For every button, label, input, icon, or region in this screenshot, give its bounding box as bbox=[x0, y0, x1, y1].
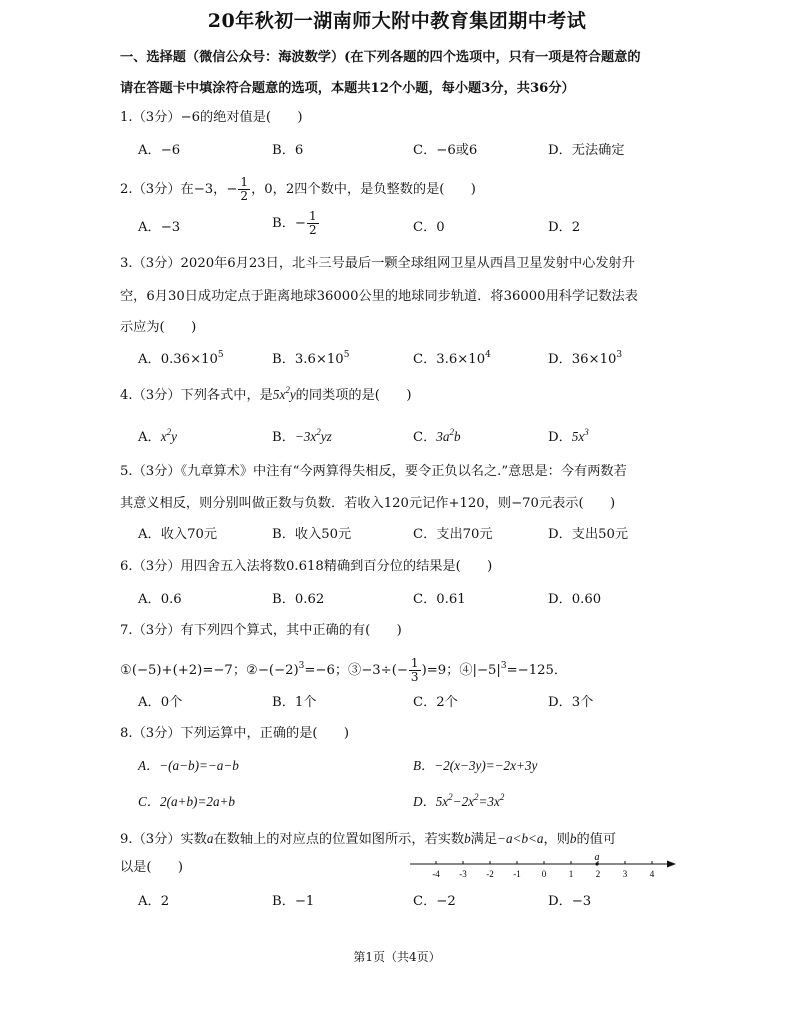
q3-option-a bbox=[138, 350, 224, 370]
q2-frac-sign: − bbox=[226, 182, 238, 197]
q4-b-label: B． bbox=[272, 430, 295, 445]
exam-title: 20年秋初一湖南师大附中教育集团期中考试 bbox=[207, 10, 587, 32]
number-line-tick-label: 0 bbox=[541, 869, 547, 879]
q7-expr-3: )=9；④|−5| bbox=[421, 663, 501, 678]
q3-b-exp: 5 bbox=[343, 350, 350, 360]
number-line-tick-label: 4 bbox=[649, 869, 655, 879]
q8-option-b: B．−2(x−3y)=−2x+3y bbox=[413, 758, 538, 773]
number-line-tick-label: -1 bbox=[513, 869, 521, 879]
q7-expr-1: ①(−5)+(+2)=−7；②−(−2) bbox=[120, 663, 299, 678]
q4-stem bbox=[120, 385, 680, 406]
q9-var-b: b bbox=[464, 831, 471, 846]
q2-stem-post: ，0，2四个数中，是负整数的是( ) bbox=[251, 182, 476, 197]
q1-option-a: A．−6 bbox=[138, 143, 181, 158]
q2-frac-den: 2 bbox=[240, 189, 249, 203]
q4-d-expr: $5x^3$ bbox=[571, 427, 589, 444]
q2-b-frac-num: 1 bbox=[308, 209, 317, 223]
q8-d-pre: D．5x bbox=[413, 794, 449, 809]
q9-text-1: 9.（3分）实数 bbox=[120, 832, 207, 847]
q2-b-frac-den: 2 bbox=[308, 223, 317, 237]
q3-b-text: B．3.6×10 bbox=[272, 352, 344, 367]
q5-option-b: B．收入50元 bbox=[272, 527, 352, 542]
q3-a-text: A．0.36×10 bbox=[138, 352, 218, 367]
number-line-tick-label: -4 bbox=[432, 869, 440, 879]
q4-option-a bbox=[138, 427, 177, 448]
q9-text-4: ，则 bbox=[543, 832, 570, 847]
q7-option-d: D．3个 bbox=[548, 695, 594, 710]
q8-d-post: =3x bbox=[478, 794, 500, 809]
number-line-tick-label: -2 bbox=[486, 869, 494, 879]
q1-option-d: D．无法确定 bbox=[548, 143, 625, 158]
q9-var-a: a bbox=[206, 831, 214, 846]
q4-stem-pre: 4.（3分）下列各式中，是 bbox=[120, 388, 273, 403]
page-footer: 第1页（共4页） bbox=[353, 950, 441, 964]
q2-fraction bbox=[238, 176, 250, 203]
q3-c-text: C．3.6×10 bbox=[413, 352, 486, 367]
q8-d-mid: −2x bbox=[452, 794, 475, 809]
q6-option-b: B．0.62 bbox=[272, 592, 325, 607]
q4-a-label: A． bbox=[138, 430, 161, 445]
q6-option-d: D．0.60 bbox=[548, 592, 602, 607]
q1-stem: 1.（3分）−6的绝对值是( ) bbox=[120, 110, 303, 125]
q4-stem-term: $5x^2y$ bbox=[272, 385, 296, 402]
q1-option-c: C．−6或6 bbox=[413, 143, 478, 158]
q9-text-5: 的值可 bbox=[576, 832, 617, 847]
q8-option-a: A．−(a−b)=−a−b bbox=[138, 758, 239, 773]
q3-option-b bbox=[272, 350, 349, 370]
q4-b-expr: $-3x^2yz$ bbox=[294, 427, 332, 444]
q2-frac-num: 1 bbox=[240, 175, 249, 189]
q6-option-a: A．0.6 bbox=[138, 592, 182, 607]
q3-d-exp: 3 bbox=[616, 350, 623, 360]
q3-c-exp: 4 bbox=[485, 350, 491, 360]
q7-expr-4: =−125． bbox=[506, 663, 568, 678]
q3-line-2: 空，6月30日成功定点于距离地球36000公里的地球同步轨道．将36000用科学记数法表 bbox=[120, 289, 638, 304]
q5-option-a: A．收入70元 bbox=[138, 527, 218, 542]
q3-a-exp: 5 bbox=[217, 350, 224, 360]
q7-option-b: B．1个 bbox=[272, 695, 317, 710]
q7-fraction: $\frac{1}{3}$ bbox=[410, 656, 419, 684]
q8-stem: 8.（3分）下列运算中，正确的是( ) bbox=[120, 726, 350, 741]
q7-expressions: ①(−5)+(+2)=−7；$②-(-2)^3=-6$；③−3÷(− $\frac{1}{3}$ )=9；$④|-5|^3=-125$． bbox=[120, 656, 568, 684]
q9-text-3: 满足 bbox=[470, 832, 498, 847]
q9-option-c: C．−2 bbox=[413, 894, 456, 909]
q9-text-2: 在数轴上的对应点的位置如图所示，若实数 bbox=[213, 832, 465, 847]
q2-stem-pre: 2.（3分）在−3， bbox=[120, 182, 227, 197]
q9-line-1 bbox=[120, 829, 680, 850]
q4-d-label: D． bbox=[548, 430, 572, 445]
q5-option-c: C．支出70元 bbox=[413, 527, 493, 542]
q4-c-label: C． bbox=[413, 430, 437, 445]
q4-option-d bbox=[548, 427, 589, 448]
number-line-tick-label: 2 bbox=[595, 869, 601, 879]
q2-option-b bbox=[272, 210, 320, 237]
q8-option-c: C．2(a+b)=2a+b bbox=[138, 794, 236, 809]
section-line-2: 请在答题卡中填涂符合题意的选项，本题共12个小题，每小题3分，共36分） bbox=[120, 81, 575, 96]
q3-line-3: 示应为( ) bbox=[120, 320, 197, 335]
q7-option-c: C．2个 bbox=[413, 695, 458, 710]
number-line-tick-label: -3 bbox=[459, 869, 467, 879]
q2-option-d: D．2 bbox=[548, 220, 581, 235]
q9-inequality: −a<b<a bbox=[497, 831, 544, 846]
q5-line-2: 其意义相反，则分别叫做正数与负数．若收入120元记作+120，则−70元表示( ) bbox=[120, 496, 616, 511]
q9-option-b: B．−1 bbox=[272, 894, 315, 909]
q4-stem-post: 的同类项的是( ) bbox=[295, 388, 412, 403]
number-line-figure bbox=[408, 850, 678, 890]
q2-stem bbox=[120, 176, 680, 203]
number-line-tick-label: 1 bbox=[568, 869, 574, 879]
q6-stem: 6.（3分）用四舍五入法将数0.618精确到百分位的结果是( ) bbox=[120, 559, 493, 574]
q7-stem: 7.（3分）有下列四个算式，其中正确的有( ) bbox=[120, 623, 402, 638]
q1-option-b: B．6 bbox=[272, 143, 304, 158]
q8-option-d: D．$5x^2-2x^2=3x^2$ bbox=[413, 792, 505, 809]
number-line-tick-label: 3 bbox=[622, 869, 628, 879]
q5-option-d: D．支出50元 bbox=[548, 527, 629, 542]
q7-option-a: A．0个 bbox=[138, 695, 183, 710]
q4-c-expr: $3a^2b$ bbox=[436, 427, 461, 444]
section-line-1: 一、选择题（微信公众号：海波数学）(在下列各题的四个选项中，只有一项是符合题意的 bbox=[120, 50, 641, 65]
q4-option-c bbox=[413, 427, 461, 448]
q2-option-a: A．−3 bbox=[138, 220, 181, 235]
q4-option-b bbox=[272, 427, 332, 448]
q3-option-d bbox=[548, 350, 622, 370]
q3-d-text: D．36×10 bbox=[548, 352, 617, 367]
q3-line-1: 3.（3分）2020年6月23日，北斗三号最后一颗全球组网卫星从西昌卫星发射中心发射升 bbox=[120, 256, 635, 271]
q3-option-c bbox=[413, 350, 491, 370]
q6-option-c: C．0.61 bbox=[413, 592, 466, 607]
q9-option-a: A．2 bbox=[138, 894, 170, 909]
q2-option-b-fraction bbox=[307, 210, 319, 237]
q9-option-d: D．−3 bbox=[548, 894, 592, 909]
q2-option-b-label: B．− bbox=[272, 216, 306, 231]
q2-option-c: C．0 bbox=[413, 220, 445, 235]
point-a-label: a bbox=[594, 852, 600, 863]
q7-expr-2: =−6；③−3÷(− bbox=[304, 663, 408, 678]
section-header bbox=[120, 42, 680, 104]
number-line-arrow bbox=[667, 861, 676, 868]
q5-line-1: 5.（3分）《九章算术》中注有“今两算得失相反，要令正负以名之.”意思是：今有两数若 bbox=[120, 464, 627, 479]
q9-var-b-2: b bbox=[569, 831, 577, 846]
q4-a-expr: $x^2y$ bbox=[160, 427, 177, 444]
q9-line-2: 以是( ) bbox=[120, 860, 184, 875]
